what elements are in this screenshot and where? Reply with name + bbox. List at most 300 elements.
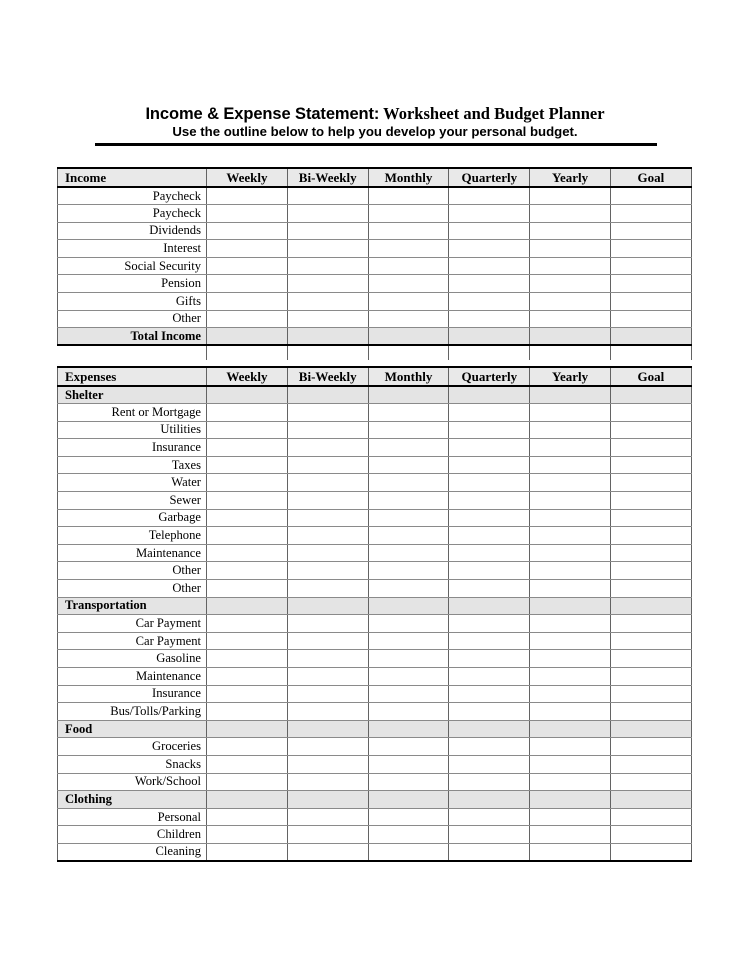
- cell-cleaning-weekly[interactable]: [207, 843, 288, 861]
- cell-maintenance-quarterly[interactable]: [449, 544, 530, 562]
- expenses-row-label-other-10: Other: [58, 562, 207, 580]
- cell-groceries-monthly[interactable]: [368, 738, 449, 756]
- expenses-row-label-rent-or-mortgage-1: Rent or Mortgage: [58, 404, 207, 422]
- page-title-secondary: Worksheet and Budget Planner: [379, 104, 605, 123]
- title-divider-rule: [95, 143, 657, 146]
- cell-gasoline-yearly[interactable]: [530, 650, 611, 668]
- expenses-row-label-shelter-0: Shelter: [58, 386, 207, 404]
- expenses-row-label-transportation-12: Transportation: [58, 597, 207, 615]
- cell-sewer-weekly[interactable]: [207, 492, 288, 510]
- cell-clothing-quarterly: [449, 791, 530, 809]
- column-header-monthly: Monthly: [368, 367, 449, 386]
- cell-personal-weekly[interactable]: [207, 808, 288, 826]
- expenses-row-label-children-25: Children: [58, 826, 207, 844]
- cell-interest-weekly[interactable]: [207, 240, 288, 258]
- cell-food-weekly: [207, 720, 288, 738]
- cell-total-income-weekly: [207, 328, 288, 346]
- cell-maintenance-monthly[interactable]: [368, 668, 449, 686]
- column-header-weekly: Weekly: [207, 367, 288, 386]
- cell-pension-weekly[interactable]: [207, 275, 288, 293]
- cell-rent-or-mortgage-quarterly[interactable]: [449, 404, 530, 422]
- cell-taxes-bi-weekly[interactable]: [287, 456, 368, 474]
- cell-maintenance-monthly[interactable]: [368, 544, 449, 562]
- cell-garbage-weekly[interactable]: [207, 509, 288, 527]
- table-row: [58, 474, 692, 492]
- cell-car-payment-yearly[interactable]: [530, 632, 611, 650]
- cell-groceries-yearly[interactable]: [530, 738, 611, 756]
- cell-utilities-bi-weekly[interactable]: [287, 421, 368, 439]
- cell-car-payment-bi-weekly[interactable]: [287, 615, 368, 633]
- cell-insurance-quarterly[interactable]: [449, 439, 530, 457]
- income-row-label-paycheck-0: Paycheck: [58, 187, 207, 205]
- cell-water-yearly[interactable]: [530, 474, 611, 492]
- table-row: [58, 615, 692, 633]
- column-header-bi-weekly: Bi-Weekly: [287, 168, 368, 187]
- income-row-label-total-income-8: Total Income: [58, 328, 207, 346]
- cell-dividends-goal[interactable]: [610, 222, 691, 240]
- cell-children-quarterly[interactable]: [449, 826, 530, 844]
- column-header-goal: Goal: [610, 168, 691, 187]
- cell-cleaning-monthly[interactable]: [368, 843, 449, 861]
- income-row-label-social-security-4: Social Security: [58, 257, 207, 275]
- cell-insurance-monthly[interactable]: [368, 685, 449, 703]
- cell-gifts-quarterly[interactable]: [449, 293, 530, 311]
- column-header-yearly: Yearly: [530, 367, 611, 386]
- column-header-yearly: Yearly: [530, 168, 611, 187]
- cell-sewer-goal[interactable]: [610, 492, 691, 510]
- cell-food-bi-weekly: [287, 720, 368, 738]
- cell-paycheck-monthly[interactable]: [368, 187, 449, 205]
- cell-utilities-weekly[interactable]: [207, 421, 288, 439]
- table-gap-cell: [58, 345, 207, 360]
- cell-garbage-yearly[interactable]: [530, 509, 611, 527]
- expenses-row-label-water-5: Water: [58, 474, 207, 492]
- cell-bus-tolls-parking-yearly[interactable]: [530, 703, 611, 721]
- cell-pension-monthly[interactable]: [368, 275, 449, 293]
- table-gap-cell-bi-weekly: [287, 345, 368, 360]
- cell-gasoline-monthly[interactable]: [368, 650, 449, 668]
- income-row-label-gifts-6: Gifts: [58, 293, 207, 311]
- table-row: [58, 843, 692, 861]
- expenses-row-label-clothing-23: Clothing: [58, 791, 207, 809]
- cell-car-payment-bi-weekly[interactable]: [287, 632, 368, 650]
- column-header-quarterly: Quarterly: [449, 367, 530, 386]
- cell-bus-tolls-parking-monthly[interactable]: [368, 703, 449, 721]
- table-row: [58, 205, 692, 223]
- cell-other-yearly[interactable]: [530, 562, 611, 580]
- cell-children-goal[interactable]: [610, 826, 691, 844]
- cell-garbage-goal[interactable]: [610, 509, 691, 527]
- expenses-row-label-sewer-6: Sewer: [58, 492, 207, 510]
- cell-sewer-yearly[interactable]: [530, 492, 611, 510]
- expenses-row-label-gasoline-15: Gasoline: [58, 650, 207, 668]
- expenses-row-label-snacks-21: Snacks: [58, 755, 207, 773]
- cell-water-monthly[interactable]: [368, 474, 449, 492]
- table-gap-row: [58, 345, 692, 360]
- cell-gasoline-goal[interactable]: [610, 650, 691, 668]
- table-row: [58, 703, 692, 721]
- cell-rent-or-mortgage-weekly[interactable]: [207, 404, 288, 422]
- cell-personal-monthly[interactable]: [368, 808, 449, 826]
- cell-pension-goal[interactable]: [610, 275, 691, 293]
- cell-clothing-goal: [610, 791, 691, 809]
- cell-paycheck-weekly[interactable]: [207, 205, 288, 223]
- cell-paycheck-weekly[interactable]: [207, 187, 288, 205]
- cell-dividends-quarterly[interactable]: [449, 222, 530, 240]
- cell-clothing-yearly: [530, 791, 611, 809]
- table-row: [58, 509, 692, 527]
- cell-telephone-yearly[interactable]: [530, 527, 611, 545]
- table-row: [58, 257, 692, 275]
- table-row: [58, 275, 692, 293]
- expense-table-body: [58, 367, 692, 861]
- expenses-row-label-maintenance-16: Maintenance: [58, 668, 207, 686]
- expenses-header-row: [58, 367, 692, 386]
- cell-total-income-goal: [610, 328, 691, 346]
- cell-gasoline-quarterly[interactable]: [449, 650, 530, 668]
- cell-other-goal[interactable]: [610, 562, 691, 580]
- cell-maintenance-bi-weekly[interactable]: [287, 544, 368, 562]
- cell-food-monthly: [368, 720, 449, 738]
- cell-snacks-goal[interactable]: [610, 755, 691, 773]
- expenses-row-label-garbage-7: Garbage: [58, 509, 207, 527]
- income-header-row: [58, 168, 692, 187]
- cell-food-quarterly: [449, 720, 530, 738]
- expenses-row-label-taxes-4: Taxes: [58, 456, 207, 474]
- cell-total-income-bi-weekly: [287, 328, 368, 346]
- cell-other-bi-weekly[interactable]: [287, 562, 368, 580]
- cell-rent-or-mortgage-yearly[interactable]: [530, 404, 611, 422]
- expenses-row-label-personal-24: Personal: [58, 808, 207, 826]
- cell-groceries-weekly[interactable]: [207, 738, 288, 756]
- cell-utilities-monthly[interactable]: [368, 421, 449, 439]
- cell-other-yearly[interactable]: [530, 580, 611, 598]
- cell-garbage-quarterly[interactable]: [449, 509, 530, 527]
- cell-pension-yearly[interactable]: [530, 275, 611, 293]
- section-row-transportation: [58, 597, 692, 615]
- section-row-shelter: [58, 386, 692, 404]
- cell-personal-bi-weekly[interactable]: [287, 808, 368, 826]
- cell-work-school-goal[interactable]: [610, 773, 691, 791]
- cell-insurance-goal[interactable]: [610, 439, 691, 457]
- cell-telephone-weekly[interactable]: [207, 527, 288, 545]
- cell-social-security-goal[interactable]: [610, 257, 691, 275]
- table-gap-cell-monthly: [368, 345, 449, 360]
- cell-taxes-monthly[interactable]: [368, 456, 449, 474]
- total-row-total-income: [58, 328, 692, 346]
- income-header-label: Income: [58, 168, 207, 187]
- cell-garbage-bi-weekly[interactable]: [287, 509, 368, 527]
- cell-insurance-yearly[interactable]: [530, 685, 611, 703]
- cell-snacks-quarterly[interactable]: [449, 755, 530, 773]
- expenses-row-label-work-school-22: Work/School: [58, 773, 207, 791]
- cell-insurance-weekly[interactable]: [207, 685, 288, 703]
- cell-other-quarterly[interactable]: [449, 310, 530, 328]
- column-header-quarterly: Quarterly: [449, 168, 530, 187]
- cell-other-goal[interactable]: [610, 310, 691, 328]
- cell-other-weekly[interactable]: [207, 580, 288, 598]
- income-row-label-interest-3: Interest: [58, 240, 207, 258]
- expenses-row-label-food-19: Food: [58, 720, 207, 738]
- cell-interest-monthly[interactable]: [368, 240, 449, 258]
- cell-maintenance-goal[interactable]: [610, 668, 691, 686]
- cell-interest-quarterly[interactable]: [449, 240, 530, 258]
- cell-paycheck-quarterly[interactable]: [449, 187, 530, 205]
- table-row: [58, 632, 692, 650]
- expenses-row-label-maintenance-9: Maintenance: [58, 544, 207, 562]
- cell-food-goal: [610, 720, 691, 738]
- cell-work-school-bi-weekly[interactable]: [287, 773, 368, 791]
- expenses-header-label: Expenses: [58, 367, 207, 386]
- cell-paycheck-goal[interactable]: [610, 187, 691, 205]
- cell-other-weekly[interactable]: [207, 310, 288, 328]
- cell-maintenance-yearly[interactable]: [530, 668, 611, 686]
- cell-car-payment-monthly[interactable]: [368, 632, 449, 650]
- cell-children-yearly[interactable]: [530, 826, 611, 844]
- expenses-row-label-bus-tolls-parking-18: Bus/Tolls/Parking: [58, 703, 207, 721]
- cell-car-payment-weekly[interactable]: [207, 632, 288, 650]
- cell-other-weekly[interactable]: [207, 562, 288, 580]
- cell-bus-tolls-parking-goal[interactable]: [610, 703, 691, 721]
- column-header-monthly: Monthly: [368, 168, 449, 187]
- cell-work-school-monthly[interactable]: [368, 773, 449, 791]
- cell-insurance-goal[interactable]: [610, 685, 691, 703]
- cell-other-monthly[interactable]: [368, 310, 449, 328]
- cell-paycheck-yearly[interactable]: [530, 187, 611, 205]
- expenses-row-label-car-payment-13: Car Payment: [58, 615, 207, 633]
- cell-maintenance-yearly[interactable]: [530, 544, 611, 562]
- cell-pension-quarterly[interactable]: [449, 275, 530, 293]
- cell-insurance-monthly[interactable]: [368, 439, 449, 457]
- cell-sewer-quarterly[interactable]: [449, 492, 530, 510]
- cell-water-weekly[interactable]: [207, 474, 288, 492]
- cell-clothing-monthly: [368, 791, 449, 809]
- table-row: [58, 404, 692, 422]
- cell-cleaning-bi-weekly[interactable]: [287, 843, 368, 861]
- cell-car-payment-monthly[interactable]: [368, 615, 449, 633]
- cell-paycheck-bi-weekly[interactable]: [287, 205, 368, 223]
- cell-maintenance-bi-weekly[interactable]: [287, 668, 368, 686]
- cell-utilities-quarterly[interactable]: [449, 421, 530, 439]
- cell-cleaning-goal[interactable]: [610, 843, 691, 861]
- income-row-label-paycheck-1: Paycheck: [58, 205, 207, 223]
- cell-garbage-monthly[interactable]: [368, 509, 449, 527]
- section-row-clothing: [58, 791, 692, 809]
- cell-telephone-bi-weekly[interactable]: [287, 527, 368, 545]
- cell-utilities-yearly[interactable]: [530, 421, 611, 439]
- cell-social-security-bi-weekly[interactable]: [287, 257, 368, 275]
- cell-dividends-monthly[interactable]: [368, 222, 449, 240]
- cell-social-security-weekly[interactable]: [207, 257, 288, 275]
- cell-personal-goal[interactable]: [610, 808, 691, 826]
- cell-maintenance-quarterly[interactable]: [449, 668, 530, 686]
- cell-insurance-quarterly[interactable]: [449, 685, 530, 703]
- cell-car-payment-yearly[interactable]: [530, 615, 611, 633]
- cell-interest-goal[interactable]: [610, 240, 691, 258]
- income-row-label-other-7: Other: [58, 310, 207, 328]
- cell-pension-bi-weekly[interactable]: [287, 275, 368, 293]
- cell-groceries-quarterly[interactable]: [449, 738, 530, 756]
- cell-telephone-monthly[interactable]: [368, 527, 449, 545]
- cell-insurance-bi-weekly[interactable]: [287, 685, 368, 703]
- cell-bus-tolls-parking-weekly[interactable]: [207, 703, 288, 721]
- table-row: [58, 240, 692, 258]
- column-header-bi-weekly: Bi-Weekly: [287, 367, 368, 386]
- cell-other-yearly[interactable]: [530, 310, 611, 328]
- cell-groceries-goal[interactable]: [610, 738, 691, 756]
- cell-other-quarterly[interactable]: [449, 580, 530, 598]
- cell-gifts-goal[interactable]: [610, 293, 691, 311]
- cell-work-school-quarterly[interactable]: [449, 773, 530, 791]
- cell-paycheck-yearly[interactable]: [530, 205, 611, 223]
- cell-utilities-goal[interactable]: [610, 421, 691, 439]
- cell-gifts-monthly[interactable]: [368, 293, 449, 311]
- table-row: [58, 650, 692, 668]
- cell-insurance-bi-weekly[interactable]: [287, 439, 368, 457]
- income-row-label-dividends-2: Dividends: [58, 222, 207, 240]
- table-gap-cell-goal: [610, 345, 691, 360]
- table-row: [58, 562, 692, 580]
- cell-paycheck-goal[interactable]: [610, 205, 691, 223]
- cell-children-weekly[interactable]: [207, 826, 288, 844]
- cell-taxes-weekly[interactable]: [207, 456, 288, 474]
- cell-gifts-weekly[interactable]: [207, 293, 288, 311]
- page-title: [57, 104, 693, 124]
- cell-social-security-quarterly[interactable]: [449, 257, 530, 275]
- cell-shelter-yearly: [530, 386, 611, 404]
- column-header-weekly: Weekly: [207, 168, 288, 187]
- cell-telephone-quarterly[interactable]: [449, 527, 530, 545]
- cell-maintenance-weekly[interactable]: [207, 668, 288, 686]
- cell-shelter-bi-weekly: [287, 386, 368, 404]
- table-row: [58, 755, 692, 773]
- cell-dividends-yearly[interactable]: [530, 222, 611, 240]
- cell-other-bi-weekly[interactable]: [287, 580, 368, 598]
- cell-water-goal[interactable]: [610, 474, 691, 492]
- cell-rent-or-mortgage-bi-weekly[interactable]: [287, 404, 368, 422]
- cell-transportation-bi-weekly: [287, 597, 368, 615]
- table-row: [58, 222, 692, 240]
- cell-taxes-goal[interactable]: [610, 456, 691, 474]
- page-title-primary: Income & Expense Statement:: [145, 105, 380, 123]
- expenses-row-label-insurance-3: Insurance: [58, 439, 207, 457]
- cell-other-bi-weekly[interactable]: [287, 310, 368, 328]
- cell-rent-or-mortgage-monthly[interactable]: [368, 404, 449, 422]
- table-row: [58, 527, 692, 545]
- cell-sewer-monthly[interactable]: [368, 492, 449, 510]
- cell-gasoline-bi-weekly[interactable]: [287, 650, 368, 668]
- cell-snacks-yearly[interactable]: [530, 755, 611, 773]
- cell-shelter-quarterly: [449, 386, 530, 404]
- cell-snacks-monthly[interactable]: [368, 755, 449, 773]
- cell-car-payment-goal[interactable]: [610, 615, 691, 633]
- table-row: [58, 310, 692, 328]
- table-gap-cell-yearly: [530, 345, 611, 360]
- cell-maintenance-goal[interactable]: [610, 544, 691, 562]
- cell-work-school-yearly[interactable]: [530, 773, 611, 791]
- cell-snacks-bi-weekly[interactable]: [287, 755, 368, 773]
- cell-social-security-monthly[interactable]: [368, 257, 449, 275]
- cell-transportation-goal: [610, 597, 691, 615]
- cell-interest-yearly[interactable]: [530, 240, 611, 258]
- cell-snacks-weekly[interactable]: [207, 755, 288, 773]
- cell-shelter-goal: [610, 386, 691, 404]
- cell-gifts-bi-weekly[interactable]: [287, 293, 368, 311]
- expenses-row-label-telephone-8: Telephone: [58, 527, 207, 545]
- cell-interest-bi-weekly[interactable]: [287, 240, 368, 258]
- cell-social-security-yearly[interactable]: [530, 257, 611, 275]
- table-row: [58, 456, 692, 474]
- cell-dividends-bi-weekly[interactable]: [287, 222, 368, 240]
- table-row: [58, 580, 692, 598]
- expenses-row-label-insurance-17: Insurance: [58, 685, 207, 703]
- cell-paycheck-bi-weekly[interactable]: [287, 187, 368, 205]
- cell-car-payment-weekly[interactable]: [207, 615, 288, 633]
- cell-insurance-yearly[interactable]: [530, 439, 611, 457]
- cell-car-payment-goal[interactable]: [610, 632, 691, 650]
- title-block: [57, 104, 693, 140]
- cell-transportation-quarterly: [449, 597, 530, 615]
- cell-clothing-weekly: [207, 791, 288, 809]
- cell-insurance-weekly[interactable]: [207, 439, 288, 457]
- cell-gasoline-weekly[interactable]: [207, 650, 288, 668]
- cell-personal-yearly[interactable]: [530, 808, 611, 826]
- cell-total-income-monthly: [368, 328, 449, 346]
- cell-car-payment-quarterly[interactable]: [449, 615, 530, 633]
- table-row: [58, 773, 692, 791]
- cell-bus-tolls-parking-bi-weekly[interactable]: [287, 703, 368, 721]
- cell-other-goal[interactable]: [610, 580, 691, 598]
- cell-children-bi-weekly[interactable]: [287, 826, 368, 844]
- cell-telephone-goal[interactable]: [610, 527, 691, 545]
- table-row: [58, 187, 692, 205]
- table-row: [58, 293, 692, 311]
- cell-water-bi-weekly[interactable]: [287, 474, 368, 492]
- cell-dividends-weekly[interactable]: [207, 222, 288, 240]
- expenses-row-label-groceries-20: Groceries: [58, 738, 207, 756]
- cell-groceries-bi-weekly[interactable]: [287, 738, 368, 756]
- cell-personal-quarterly[interactable]: [449, 808, 530, 826]
- cell-other-monthly[interactable]: [368, 562, 449, 580]
- cell-cleaning-yearly[interactable]: [530, 843, 611, 861]
- income-row-label-pension-5: Pension: [58, 275, 207, 293]
- cell-car-payment-quarterly[interactable]: [449, 632, 530, 650]
- cell-sewer-bi-weekly[interactable]: [287, 492, 368, 510]
- cell-transportation-monthly: [368, 597, 449, 615]
- cell-maintenance-weekly[interactable]: [207, 544, 288, 562]
- cell-other-monthly[interactable]: [368, 580, 449, 598]
- table-gap-cell-quarterly: [449, 345, 530, 360]
- cell-total-income-yearly: [530, 328, 611, 346]
- cell-other-quarterly[interactable]: [449, 562, 530, 580]
- cell-total-income-quarterly: [449, 328, 530, 346]
- cell-taxes-yearly[interactable]: [530, 456, 611, 474]
- cell-work-school-weekly[interactable]: [207, 773, 288, 791]
- cell-cleaning-quarterly[interactable]: [449, 843, 530, 861]
- cell-food-yearly: [530, 720, 611, 738]
- income-table-body: [58, 168, 692, 360]
- cell-rent-or-mortgage-goal[interactable]: [610, 404, 691, 422]
- cell-paycheck-quarterly[interactable]: [449, 205, 530, 223]
- cell-taxes-quarterly[interactable]: [449, 456, 530, 474]
- income-table: [57, 167, 692, 360]
- cell-gifts-yearly[interactable]: [530, 293, 611, 311]
- cell-water-quarterly[interactable]: [449, 474, 530, 492]
- cell-children-monthly[interactable]: [368, 826, 449, 844]
- cell-paycheck-monthly[interactable]: [368, 205, 449, 223]
- cell-bus-tolls-parking-quarterly[interactable]: [449, 703, 530, 721]
- expenses-row-label-car-payment-14: Car Payment: [58, 632, 207, 650]
